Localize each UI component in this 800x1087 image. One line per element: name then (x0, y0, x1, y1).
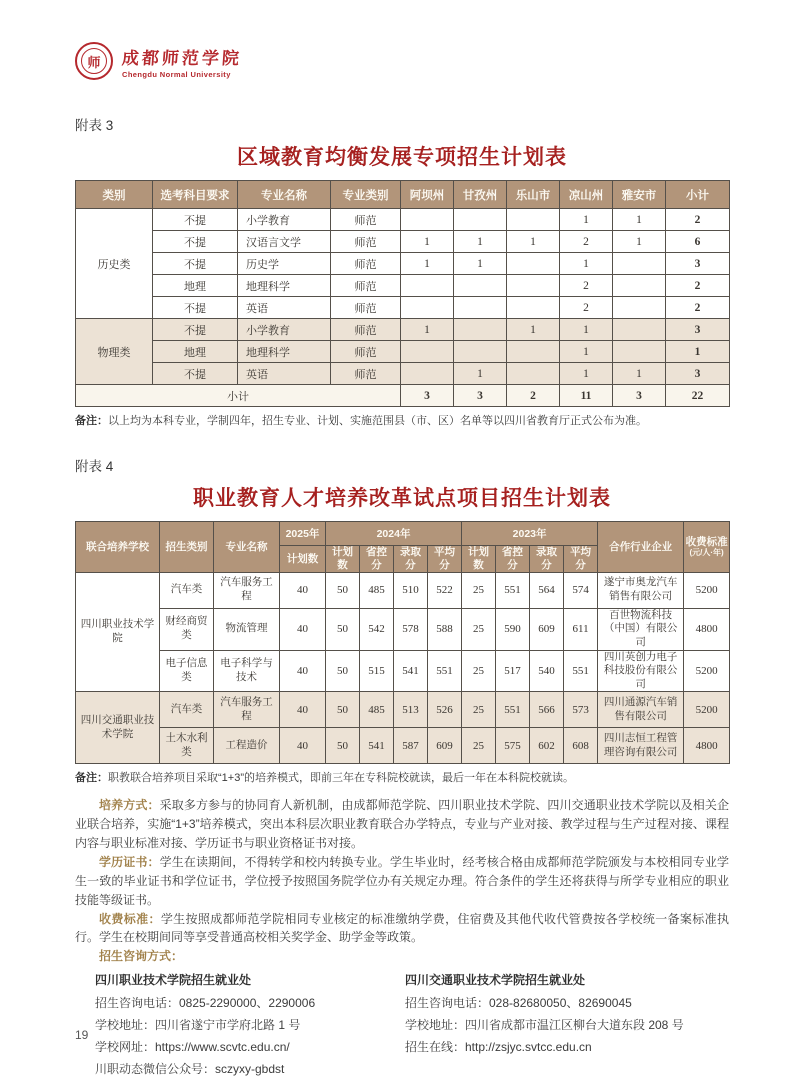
appendix3-note (75, 414, 729, 429)
page-content (75, 0, 729, 1080)
note-paragraph (75, 947, 729, 966)
fee-cell: 4800 (684, 608, 730, 650)
major-name-cell: 物流管理 (214, 608, 280, 650)
paragraph-label: 学历证书： (99, 854, 160, 869)
major-type-cell: 师范 (331, 341, 401, 363)
header-row (76, 181, 730, 209)
appendix4-label: 附表 4 (75, 459, 114, 475)
school-header: 联合培养学校 (76, 522, 160, 572)
value-cell: 2 (560, 297, 613, 319)
value-cell (401, 209, 454, 231)
value-cell: 1 (613, 231, 666, 253)
value-cell: 1 (613, 363, 666, 385)
table-row (76, 728, 730, 764)
score-cell: 50 (326, 608, 360, 650)
subtotal-value: 3 (401, 385, 454, 407)
vocational-table-head (76, 522, 730, 572)
score-cell: 50 (326, 650, 360, 692)
score-cell: 40 (280, 728, 326, 764)
subject-req-cell: 地理 (153, 341, 238, 363)
table-row (76, 692, 730, 728)
subtotal-value: 3 (613, 385, 666, 407)
note-text: 职教联合培养项目采取“1+3”的培养模式，即前三年在专科院校就读，最后一年在本科院校就读。 (108, 772, 574, 785)
score-cell: 590 (496, 608, 530, 650)
table-row (76, 231, 730, 253)
value-cell: 1 (454, 253, 507, 275)
major-name-cell: 英语 (238, 297, 331, 319)
major-type-cell: 师范 (331, 231, 401, 253)
table-row (76, 297, 730, 319)
table-row (76, 253, 730, 275)
subtotal-value: 11 (560, 385, 613, 407)
table-row (76, 608, 730, 650)
score-cell: 522 (428, 572, 462, 608)
value-cell: 1 (666, 341, 730, 363)
contact-title: 四川职业技术学院招生就业处 (95, 973, 252, 988)
note-label: 备注： (75, 415, 108, 427)
score-cell: 485 (360, 692, 394, 728)
score-cell: 588 (428, 608, 462, 650)
value-cell (507, 341, 560, 363)
appendix3-label: 附表 3 (75, 118, 114, 133)
value-cell: 3 (666, 253, 730, 275)
paragraph-label: 招生咨询方式： (99, 949, 184, 964)
table-row (76, 209, 730, 231)
regional-table-body (76, 209, 730, 407)
table-row (76, 363, 730, 385)
subject-req-cell: 不提 (153, 253, 238, 275)
value-cell: 2 (666, 209, 730, 231)
category-cell: 财经商贸类 (160, 608, 214, 650)
university-name-cn: 成都师范学院 (121, 48, 243, 68)
score-cell: 25 (462, 728, 496, 764)
table-row (76, 572, 730, 608)
value-cell (613, 253, 666, 275)
contact-columns (75, 969, 729, 1080)
subtotal-value: 2 (507, 385, 560, 407)
value-cell: 1 (560, 341, 613, 363)
score-cell: 50 (326, 692, 360, 728)
score-cell: 40 (280, 692, 326, 728)
category-cell: 历史类 (76, 209, 153, 319)
score-cell: 564 (530, 572, 564, 608)
major-type-cell: 师范 (331, 319, 401, 341)
column-header: 选考科目要求 (153, 181, 238, 209)
value-cell: 1 (560, 253, 613, 275)
value-cell: 1 (454, 231, 507, 253)
value-cell (507, 253, 560, 275)
category-cell: 电子信息类 (160, 650, 214, 692)
value-cell (401, 363, 454, 385)
enterprise-cell: 四川志恒工程管理咨询有限公司 (598, 728, 684, 764)
sub-header: 省控分 (360, 546, 394, 572)
header-row-1 (76, 522, 730, 546)
score-cell: 541 (360, 728, 394, 764)
enterprise-cell: 四川英创力电子科技股份有限公司 (598, 650, 684, 692)
category-cell: 物理类 (76, 319, 153, 385)
score-cell: 50 (326, 728, 360, 764)
score-cell: 540 (530, 650, 564, 692)
score-cell: 50 (326, 572, 360, 608)
score-cell: 517 (496, 650, 530, 692)
column-header: 阿坝州 (401, 181, 454, 209)
value-cell: 1 (560, 209, 613, 231)
value-cell (613, 341, 666, 363)
value-cell (613, 319, 666, 341)
fee-cell: 4800 (684, 728, 730, 764)
subtotal-row (76, 385, 730, 407)
value-cell (401, 341, 454, 363)
score-cell: 526 (428, 692, 462, 728)
subtotal-value: 3 (454, 385, 507, 407)
column-header: 雅安市 (613, 181, 666, 209)
table-row (76, 275, 730, 297)
value-cell: 1 (401, 231, 454, 253)
category-cell: 汽车类 (160, 692, 214, 728)
page-number: 19 (75, 1028, 89, 1042)
value-cell (454, 297, 507, 319)
score-cell: 608 (564, 728, 598, 764)
score-cell: 587 (394, 728, 428, 764)
category-cell: 汽车类 (160, 572, 214, 608)
value-cell: 2 (560, 231, 613, 253)
value-cell: 1 (507, 319, 560, 341)
value-cell (507, 209, 560, 231)
fee-header-line1: 收费标准 (685, 535, 728, 548)
value-cell (507, 275, 560, 297)
contact-line: 招生咨询电话：028-82680050、82690045 (405, 995, 632, 1010)
appendix3-title: 区域教育均衡发展专项招生计划表 (237, 146, 567, 169)
contact-line: 招生在线：http://zsjyc.svtcc.edu.cn (405, 1039, 592, 1054)
subject-req-cell: 不提 (153, 231, 238, 253)
value-cell: 3 (666, 319, 730, 341)
column-header: 专业名称 (238, 181, 331, 209)
vocational-table-body (76, 572, 730, 764)
major-name-cell: 汽车服务工程 (214, 572, 280, 608)
year-2025-header: 2025年 (280, 522, 326, 546)
category-header: 招生类别 (160, 522, 214, 572)
fee-header-line2: (元/人·年) (689, 548, 724, 558)
score-cell: 602 (530, 728, 564, 764)
score-cell: 40 (280, 572, 326, 608)
sub-header: 省控分 (496, 546, 530, 572)
value-cell: 1 (401, 319, 454, 341)
score-cell: 542 (360, 608, 394, 650)
subject-req-cell: 地理 (153, 275, 238, 297)
seal-glyph: 师 (81, 48, 107, 74)
school-cell: 四川职业技术学院 (76, 572, 160, 692)
value-cell (454, 341, 507, 363)
major-type-cell: 师范 (331, 297, 401, 319)
value-cell: 1 (613, 209, 666, 231)
subject-req-cell: 不提 (153, 363, 238, 385)
score-cell: 609 (428, 728, 462, 764)
major-name-cell: 地理科学 (238, 275, 331, 297)
score-cell: 40 (280, 650, 326, 692)
major-name-cell: 小学教育 (238, 209, 331, 231)
value-cell (507, 363, 560, 385)
value-cell (401, 275, 454, 297)
university-logo (75, 40, 729, 82)
value-cell: 1 (454, 363, 507, 385)
value-cell (613, 297, 666, 319)
major-name-cell: 地理科学 (238, 341, 331, 363)
score-cell: 575 (496, 728, 530, 764)
score-cell: 25 (462, 650, 496, 692)
subject-req-cell: 不提 (153, 319, 238, 341)
fee-header (684, 522, 730, 572)
score-cell: 25 (462, 608, 496, 650)
value-cell (401, 297, 454, 319)
score-cell: 551 (428, 650, 462, 692)
value-cell: 3 (666, 363, 730, 385)
score-cell: 566 (530, 692, 564, 728)
contact-line: 招生咨询电话：0825-2290000、2290006 (95, 995, 316, 1010)
column-header: 凉山州 (560, 181, 613, 209)
sub-header: 平均分 (564, 546, 598, 572)
score-cell: 609 (530, 608, 564, 650)
university-name-en: Chengdu Normal University (122, 69, 231, 79)
value-cell (454, 275, 507, 297)
major-type-cell: 师范 (331, 275, 401, 297)
major-name-cell: 汉语言文学 (238, 231, 331, 253)
sub-header: 录取分 (394, 546, 428, 572)
value-cell: 1 (560, 363, 613, 385)
subtotal-label: 小计 (76, 385, 401, 407)
column-header: 类别 (76, 181, 153, 209)
score-cell: 578 (394, 608, 428, 650)
value-cell (507, 297, 560, 319)
enterprise-cell: 遂宁市奥龙汽车销售有限公司 (598, 572, 684, 608)
score-cell: 25 (462, 572, 496, 608)
note-paragraph: 学历证书：学生在读期间，不得转学和校内转换专业。学生毕业时，经考核合格由成都师范学院颁发与本校相同专业学生一致的毕业证书和学位证书，学位授予按照国务院学位办有关规定办理。符合条件的学生还将获得与所学专业相应的职业技能等级证书。 (75, 854, 729, 907)
vocational-plan-table (75, 521, 730, 764)
subject-req-cell: 不提 (153, 297, 238, 319)
fee-cell: 5200 (684, 692, 730, 728)
column-header: 甘孜州 (454, 181, 507, 209)
major-type-cell: 师范 (331, 253, 401, 275)
category-cell: 土木水利类 (160, 728, 214, 764)
major-name-cell: 电子科学与技术 (214, 650, 280, 692)
contact-line: 学校地址：四川省遂宁市学府北路 1 号 (95, 1017, 301, 1032)
value-cell: 1 (401, 253, 454, 275)
value-cell: 6 (666, 231, 730, 253)
table-row (76, 341, 730, 363)
table-row (76, 650, 730, 692)
sub-header: 计划数 (326, 546, 360, 572)
score-cell: 515 (360, 650, 394, 692)
value-cell (613, 275, 666, 297)
contact-title: 四川交通职业技术学院招生就业处 (405, 973, 586, 988)
score-cell: 611 (564, 608, 598, 650)
score-cell: 25 (462, 692, 496, 728)
value-cell (454, 319, 507, 341)
score-cell: 40 (280, 608, 326, 650)
score-cell: 551 (564, 650, 598, 692)
major-type-cell: 师范 (331, 209, 401, 231)
sub-header: 录取分 (530, 546, 564, 572)
regional-plan-table (75, 180, 730, 407)
appendix4-note (75, 771, 729, 786)
contact-column-left (75, 969, 405, 1080)
paragraph-label: 培养方式： (99, 797, 160, 812)
year-2023-header: 2023年 (462, 522, 598, 546)
sub-header: 平均分 (428, 546, 462, 572)
major-name-cell: 小学教育 (238, 319, 331, 341)
score-cell: 551 (496, 692, 530, 728)
note-paragraph: 培养方式：采取多方参与的协同育人新机制，由成都师范学院、四川职业技术学院、四川交通职业技术学院以及相关企业联合培养，实施“1+3”培养模式，突出本科层次职业教育联合办学特点，专业与产业对接、教学过程与生产过程对接、课程内容与职业标准对接、学历证书与职业资格证书对接。 (75, 797, 729, 850)
value-cell: 2 (666, 297, 730, 319)
column-header: 小计 (666, 181, 730, 209)
column-header: 专业类别 (331, 181, 401, 209)
university-seal-icon (75, 42, 113, 80)
paragraph-label: 收费标准： (99, 911, 161, 926)
subject-req-cell: 不提 (153, 209, 238, 231)
sub-header: 计划数 (462, 546, 496, 572)
enterprise-cell: 四川通源汽车销售有限公司 (598, 692, 684, 728)
note-text: 以上均为本科专业，学制四年，招生专业、计划、实施范围县（市、区）名单等以四川省教育厅正式公布为准。 (108, 415, 647, 427)
contact-line: 学校网址：https://www.scvtc.edu.cn/ (95, 1039, 290, 1054)
score-cell: 551 (496, 572, 530, 608)
fee-cell: 5200 (684, 572, 730, 608)
note-paragraph: 收费标准：学生按照成都师范学院相同专业核定的标准缴纳学费，住宿费及其他代收代管费按各学校统一备案标准执行。学生在校期间同等享受普通高校相关奖学金、助学金等政策。 (75, 911, 729, 945)
major-header: 专业名称 (214, 522, 280, 572)
regional-table-head (76, 181, 730, 209)
contact-line: 川职动态微信公众号：sczyxy-gbdst (95, 1062, 285, 1077)
score-cell: 574 (564, 572, 598, 608)
contact-line: 学校地址：四川省成都市温江区柳台大道东段 208 号 (405, 1017, 684, 1032)
sub-header: 计划数 (280, 546, 326, 572)
value-cell: 2 (666, 275, 730, 297)
enterprise-header: 合作行业企业 (598, 522, 684, 572)
enterprise-cell: 百世物流科技（中国）有限公司 (598, 608, 684, 650)
logo-text (122, 44, 242, 79)
contact-column-right (405, 969, 729, 1080)
score-cell: 541 (394, 650, 428, 692)
appendix4-title: 职业教育人才培养改革试点项目招生计划表 (193, 487, 611, 511)
score-cell: 510 (394, 572, 428, 608)
value-cell: 2 (560, 275, 613, 297)
year-2024-header: 2024年 (326, 522, 462, 546)
notes-paragraphs (75, 796, 729, 967)
major-name-cell: 工程造价 (214, 728, 280, 764)
score-cell: 573 (564, 692, 598, 728)
school-cell: 四川交通职业技术学院 (76, 692, 160, 764)
value-cell: 1 (507, 231, 560, 253)
major-name-cell: 历史学 (238, 253, 331, 275)
score-cell: 485 (360, 572, 394, 608)
table-row (76, 319, 730, 341)
major-name-cell: 英语 (238, 363, 331, 385)
major-name-cell: 汽车服务工程 (214, 692, 280, 728)
column-header: 乐山市 (507, 181, 560, 209)
value-cell (454, 209, 507, 231)
subtotal-value: 22 (666, 385, 730, 407)
score-cell: 513 (394, 692, 428, 728)
major-type-cell: 师范 (331, 363, 401, 385)
note-label: 备注： (75, 772, 108, 785)
value-cell: 1 (560, 319, 613, 341)
fee-cell: 5200 (684, 650, 730, 692)
